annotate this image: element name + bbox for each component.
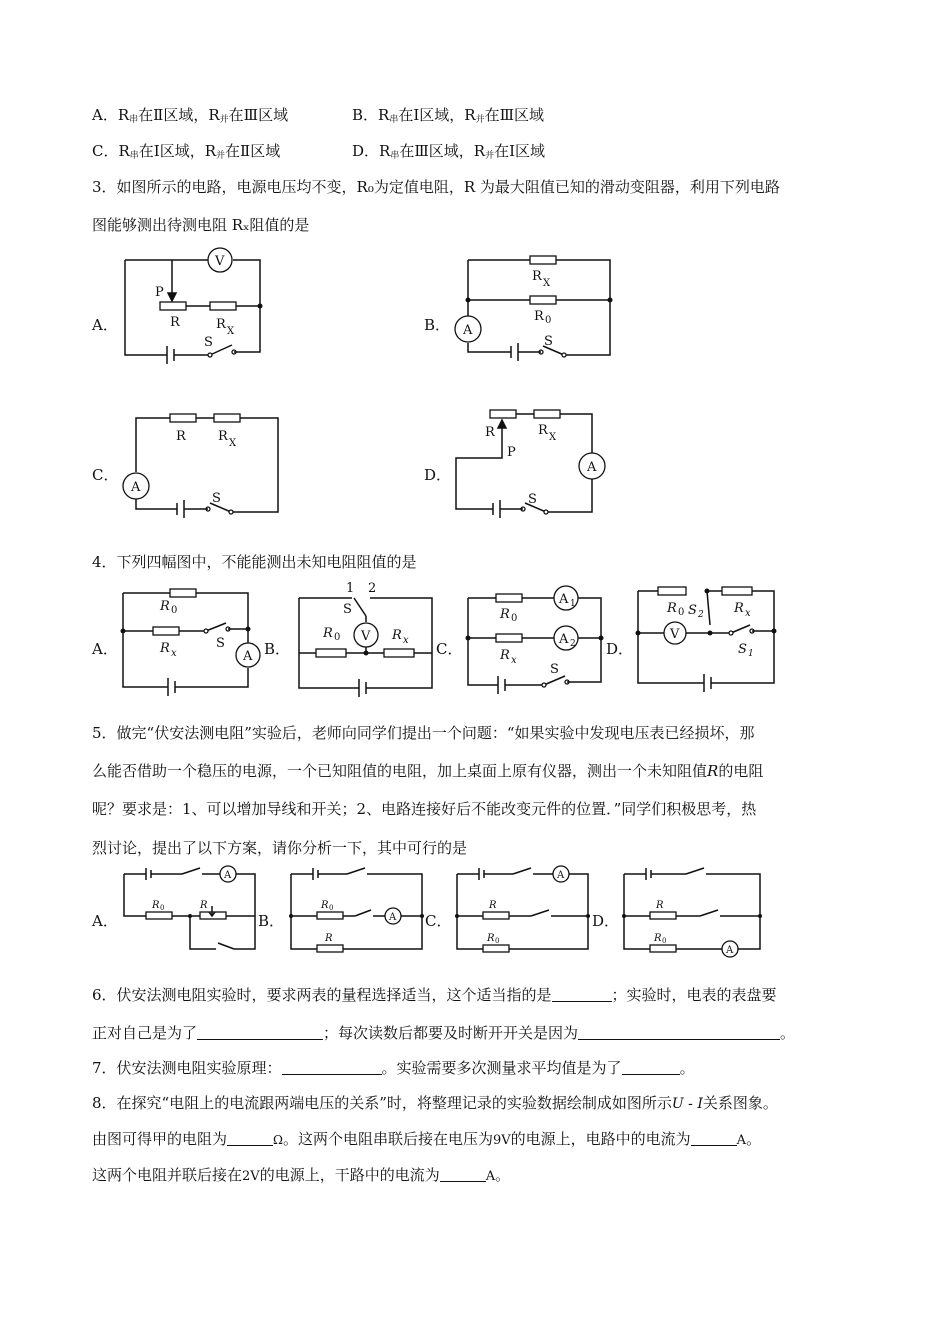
- svg-text:0: 0: [160, 904, 165, 912]
- svg-text:2: 2: [698, 610, 704, 620]
- svg-text:R: R: [734, 601, 744, 616]
- q5-option-c-label[interactable]: C．: [425, 912, 452, 930]
- q6-line2: 正对自己是为了 ；每次读数后都要及时断开开关是因为 。: [92, 1024, 796, 1042]
- q4-stem: 4．下列四幅图中，不能能测出未知电阻阻值的是: [92, 553, 417, 571]
- svg-text:X: X: [543, 278, 551, 289]
- q3-circuit-c: [118, 412, 283, 522]
- svg-text:A: A: [559, 592, 569, 607]
- q5-option-a-label[interactable]: A．: [92, 912, 118, 930]
- svg-text:2: 2: [570, 639, 576, 649]
- svg-text:R: R: [160, 599, 170, 614]
- svg-text:R: R: [667, 601, 677, 616]
- q6-blank-3[interactable]: [578, 1027, 780, 1040]
- q5-circuit-a: [120, 864, 260, 954]
- q4-option-b-label[interactable]: B．: [264, 640, 291, 658]
- svg-text:V: V: [670, 627, 680, 642]
- svg-text:S: S: [528, 492, 537, 507]
- q3-circuit-a: [120, 248, 270, 363]
- svg-text:1: 1: [748, 649, 754, 659]
- svg-text:0: 0: [678, 607, 685, 618]
- svg-text:R: R: [656, 900, 664, 911]
- svg-text:A: A: [131, 480, 141, 495]
- q2-option-b[interactable]: B．$R_串$在Ⅰ区域，$R_并$在Ⅲ区域: [352, 106, 545, 125]
- q5-stem-line4: 烈讨论，提出了以下方案，请你分析一下，其中可行的是: [92, 839, 468, 857]
- q4-option-c-label[interactable]: C．: [436, 640, 463, 658]
- svg-text:R: R: [325, 933, 333, 944]
- svg-text:0: 0: [545, 315, 552, 326]
- svg-text:R: R: [323, 626, 333, 641]
- svg-text:0: 0: [662, 937, 667, 945]
- svg-text:R: R: [485, 425, 495, 440]
- svg-text:0: 0: [334, 632, 341, 643]
- svg-text:x: x: [171, 648, 177, 659]
- ammeter-symbol: A: [463, 323, 473, 338]
- svg-text:S: S: [550, 662, 559, 677]
- svg-text:x: x: [511, 655, 517, 666]
- svg-text:R: R: [487, 933, 495, 944]
- svg-text:V: V: [361, 629, 371, 644]
- q3-circuit-b: [450, 255, 620, 365]
- q2-option-d[interactable]: D．$R_串$在Ⅲ区域，$R_并$在Ⅰ区域: [352, 142, 546, 161]
- svg-text:0: 0: [171, 605, 178, 616]
- q8-blank-2[interactable]: [691, 1133, 737, 1146]
- svg-text:X: X: [229, 438, 237, 449]
- q3-circuit-d: [450, 408, 610, 523]
- voltmeter-symbol: V: [215, 254, 225, 269]
- q5-circuit-b: [287, 864, 427, 954]
- svg-text:S: S: [738, 642, 747, 657]
- svg-text:A: A: [557, 870, 565, 881]
- q3-option-b-label[interactable]: B．: [424, 316, 451, 334]
- svg-text:R: R: [321, 900, 329, 911]
- q8-blank-1[interactable]: [227, 1133, 273, 1146]
- svg-text:R: R: [176, 429, 186, 444]
- q5-option-d-label[interactable]: D．: [592, 912, 620, 930]
- q6-blank-1[interactable]: [552, 989, 612, 1002]
- svg-text:R: R: [392, 628, 402, 643]
- svg-text:S: S: [216, 636, 225, 651]
- svg-text:0: 0: [511, 613, 518, 624]
- svg-text:X: X: [227, 326, 235, 337]
- q8-line3: 这两个电阻并联后接在2V的电源上，干路中的电流为 A。: [92, 1166, 511, 1184]
- svg-text:1: 1: [570, 599, 576, 609]
- q7-blank-2[interactable]: [622, 1062, 680, 1075]
- svg-text:R: R: [200, 900, 208, 911]
- q5-stem-line3: 呢？要求是：1、可以增加导线和开关；2、电路连接好后不能改变元件的位置．”同学们积极思考，热: [92, 800, 757, 818]
- svg-text:S: S: [204, 335, 213, 350]
- q4-circuit-a: [118, 585, 263, 695]
- q3-option-d-label[interactable]: D．: [424, 466, 452, 484]
- q2-option-c[interactable]: C．$R_串$在Ⅰ区域，$R_并$在Ⅱ区域: [92, 142, 281, 161]
- q8-line1: 8．在探究“电阻上的电流跟两端电压的关系”时，将整理记录的实验数据绘制成如图所示U - I关系图象。: [92, 1094, 778, 1112]
- svg-text:R: R: [152, 900, 160, 911]
- q4-circuit-b: [296, 580, 436, 695]
- svg-text:x: x: [403, 635, 409, 646]
- q3-option-c-label[interactable]: C．: [92, 466, 119, 484]
- svg-text:R: R: [160, 641, 170, 656]
- q4-circuit-c: [464, 583, 609, 693]
- rheostat-label: R: [170, 315, 180, 330]
- svg-text:S: S: [688, 603, 697, 618]
- svg-text:R: R: [654, 933, 662, 944]
- q8-blank-3[interactable]: [440, 1169, 486, 1182]
- svg-text:R: R: [489, 900, 497, 911]
- q7-line: 7．伏安法测电阻实验原理： 。实验需要多次测量求平均值是为了 。: [92, 1059, 695, 1077]
- q6-blank-2[interactable]: [197, 1027, 323, 1040]
- q3-stem-line2: 图能够测出待测电阻 Rₓ阻值的是: [92, 216, 310, 234]
- svg-text:A: A: [389, 912, 397, 923]
- q3-stem-line1: 3．如图所示的电路，电源电压均不变，R₀为定值电阻，R 为最大阻值已知的滑动变阻器，利用下列电路: [92, 178, 780, 196]
- svg-text:R: R: [534, 309, 544, 324]
- q2-option-a[interactable]: A．$R_串$在Ⅱ区域，$R_并$在Ⅲ区域: [92, 106, 289, 125]
- q5-circuit-c: [453, 864, 593, 954]
- slider-p-label: P: [155, 285, 164, 300]
- svg-text:R: R: [538, 423, 548, 438]
- svg-text:S: S: [544, 334, 553, 349]
- q5-stem-line2: 么能否借助一个稳压的电源，一个已知阻值的电阻，加上桌面上原有仪器，测出一个未知阻值R的电阻: [92, 762, 764, 780]
- q5-stem-line1: 5．做完“伏安法测电阻”实验后，老师向同学们提出一个问题：“如果实验中发现电压表已经损坏，那: [92, 724, 755, 742]
- svg-text:R: R: [532, 269, 542, 284]
- q4-option-d-label[interactable]: D．: [606, 640, 634, 658]
- q5-option-b-label[interactable]: B．: [258, 912, 285, 930]
- svg-text:A: A: [587, 460, 597, 475]
- svg-text:R: R: [216, 317, 226, 332]
- svg-text:R: R: [218, 429, 228, 444]
- svg-text:A: A: [726, 945, 734, 956]
- svg-text:A: A: [559, 632, 569, 647]
- q6-line1: 6．伏安法测电阻实验时，要求两表的量程选择适当，这个适当指的是 ；实验时，电表的表盘要: [92, 986, 777, 1004]
- svg-text:x: x: [745, 608, 751, 619]
- svg-text:X: X: [549, 432, 557, 443]
- q4-option-a-label[interactable]: A．: [92, 640, 118, 658]
- q5-circuit-d: [620, 864, 765, 954]
- svg-text:A: A: [243, 649, 253, 664]
- svg-text:S: S: [212, 491, 221, 506]
- q3-option-a-label[interactable]: A．: [92, 316, 118, 334]
- svg-text:R: R: [500, 648, 510, 663]
- q4-circuit-d: [634, 581, 779, 693]
- svg-text:0: 0: [495, 937, 500, 945]
- q8-line2: 由图可得甲的电阻为 Ω。这两个电阻串联后接在电压为9V的电源上，电路中的电流为 A。: [92, 1130, 762, 1148]
- svg-text:1: 1: [346, 581, 355, 596]
- svg-text:P: P: [507, 445, 516, 460]
- q7-blank-1[interactable]: [282, 1062, 382, 1075]
- svg-text:A: A: [224, 870, 232, 881]
- svg-text:2: 2: [368, 581, 377, 596]
- svg-text:S: S: [343, 602, 352, 617]
- svg-text:0: 0: [329, 904, 334, 912]
- svg-text:R: R: [500, 607, 510, 622]
